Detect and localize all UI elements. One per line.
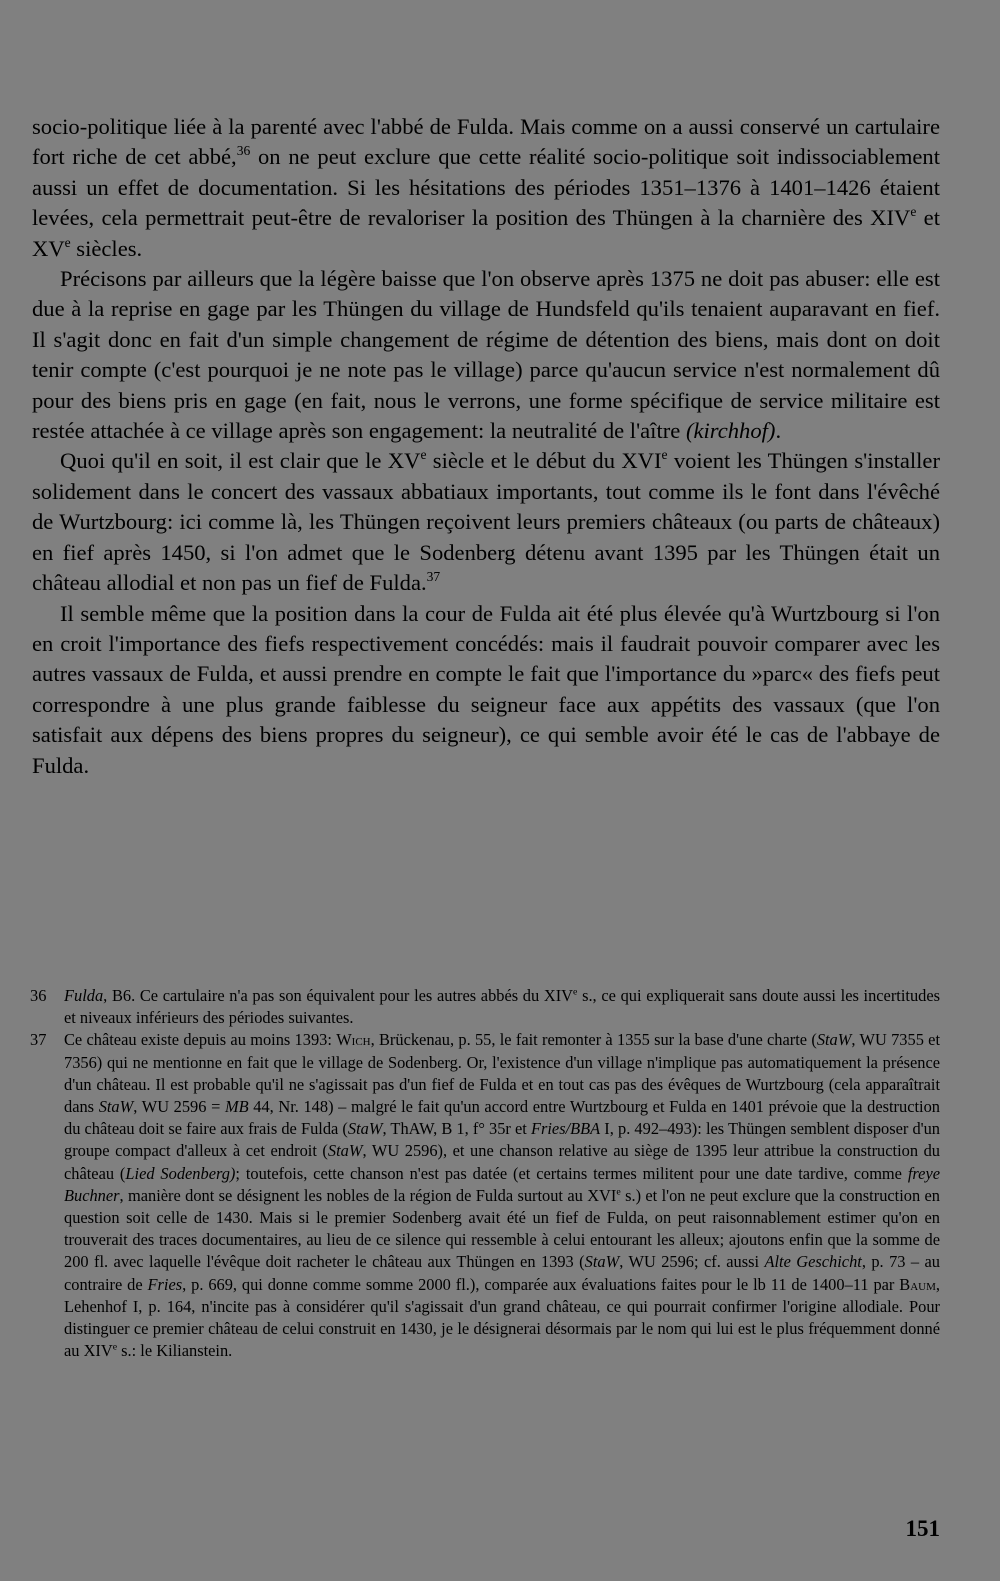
- italic-term: StaW: [347, 1119, 383, 1139]
- page-number: 151: [905, 1516, 940, 1541]
- author-name: Wich: [336, 1030, 371, 1050]
- superscript: e: [661, 447, 668, 463]
- text-run: voient les Thüngen s'installer solidement dans le concert des vassaux abbatiaux importants, tout comme ils le font dans l'évêché de Wurtzbourg: ici comme là, les Thüngen reçoivent leurs premiers châteaux (ou parts de châteaux) en fief après 1450, si l'on admet que le Sodenberg détenu avant 1395 par les Thüngen était un château allodial et non pas un fief de Fulda.: [32, 448, 940, 596]
- text-run: 44, Nr. 148) – malgré le fait qu'un accord entre Wurtzbourg et Fulda en 1401 prévoie que la destruction du château doit se faire aux frais de Fulda (: [64, 1097, 940, 1139]
- text-run: on ne peut exclure que cette réalité socio-politique soit indissociablement aussi un effet de documentation. Si les hésitations des périodes 1351–1376 à 1401–1426 étaient levées, cela permettrait peut-être de revaloriser la position des Thüngen à la charnière des XIV: [32, 144, 940, 231]
- footnote-number: 36: [30, 986, 47, 1005]
- text-run: Il semble même que la position dans la cour de Fulda ait été plus élevée qu'à Wurtzbourg si l'on en croit l'importance des fiefs respectivement concédés: mais il faudrait pouvoir comparer avec les autres vassaux de Fulda, et aussi prendre en compte le fait que l'importance du »parc« des fiefs peut correspondre à une plus grande faiblesse du seigneur face aux appétits des vassaux (que l'on satisfait aux dépens des biens propres du seigneur), ce qui semble avoir été le cas de l'abbaye de Fulda.: [32, 600, 940, 778]
- text-run: , Lehenhof I, p. 164, n'incite pas à considérer qu'il s'agissait d'un grand château, ce qui pourrait confirmer l'origine allodiale. Pour distinguer ce premier château de celui construit en 1430, je le désignerai désormais par le nom qui lui est le plus fréquemment donné au XIV: [64, 1274, 940, 1361]
- text-run: , p. 669, qui donne comme somme 2000 fl.), comparée aux évaluations faites pour le lb 11 de 1400–11 par: [182, 1274, 900, 1294]
- text-run: , B6. Ce cartulaire n'a pas son équivalent pour les autres abbés du XIV: [103, 986, 574, 1005]
- text-run: Précisons par ailleurs que la légère baisse que l'on observe après 1375 ne doit pas abuser: elle est due à la reprise en gage par les Thüngen du village de Hundsfeld qu'ils tenaient auparavant en fief. Il s'agit donc en fait d'un simple changement de régime de détention des biens, mais dont on doit tenir compte (c'est pourquoi je ne note pas le village) parce qu'aucun service n'est normalement dû pour des biens pris en gage (en fait, nous le verrons, une forme spécifique de service militaire est restée attachée à ce village après son engagement: la neutralité de l'aître: [32, 266, 940, 444]
- footnote-37: [30, 1029, 940, 1362]
- italic-term: freye Buchner: [64, 1163, 941, 1205]
- superscript: e: [573, 986, 578, 998]
- main-text: [32, 112, 940, 781]
- text-run: , ThAW, B 1, f° 35r et: [382, 1119, 531, 1139]
- text-run: socio-politique liée à la parenté avec l'abbé de Fulda. Mais comme on a aussi conservé un cartulaire fort riche de cet abbé,: [32, 114, 940, 170]
- footnote-text: [64, 985, 940, 1029]
- paragraph-2: [32, 264, 940, 446]
- italic-term: StaW: [584, 1252, 620, 1272]
- text-run: , WU 2596 =: [133, 1097, 225, 1117]
- text-run: s.: le Kilianstein.: [117, 1341, 233, 1361]
- superscript: e: [420, 447, 427, 463]
- text-run: siècles.: [70, 235, 143, 261]
- footnote-ref-37[interactable]: 37: [426, 569, 441, 585]
- italic-term: Fries: [147, 1274, 183, 1294]
- text-run: .: [775, 418, 782, 444]
- paragraph-4: [32, 599, 940, 781]
- footnotes: [30, 985, 940, 1362]
- footnote-36: [30, 985, 940, 1029]
- author-name: Baum: [899, 1274, 936, 1294]
- italic-term: Alte Geschicht: [764, 1252, 862, 1272]
- footnote-ref-36[interactable]: 36: [236, 143, 251, 159]
- text-run: , WU 2596; cf. aussi: [619, 1252, 765, 1272]
- text-run: ; toutefois, cette chanson n'est pas datée (et certains termes militent pour une date tardive, comme: [235, 1163, 908, 1183]
- superscript: e: [112, 1341, 118, 1353]
- superscript: e: [910, 204, 917, 220]
- footnote-number: 37: [30, 1030, 47, 1050]
- text-run: et XV: [32, 205, 940, 261]
- text-run: s.) et l'on ne peut exclure que la construction en question soit celle de 1430. Mais si le premier Sodenberg avait été un fief de Fulda, on peut raisonnablement estimer qu'on en trouverait des traces documentaires, au lieu de ce silence qui ressemble à celui entourant les alleux; ajoutons enfin que la somme de 200 fl. avec laquelle l'évêque doit racheter le château aux Thüngen en 1393 (: [64, 1185, 941, 1272]
- text-run: , Brückenau, p. 55, le fait remonter à 1355 sur la base d'une charte (: [370, 1030, 817, 1050]
- footnote-text: [64, 1029, 940, 1362]
- italic-term: Fulda: [64, 986, 104, 1005]
- italic-term: MB: [224, 1097, 249, 1117]
- text-run: , p. 73 – au contraire de: [64, 1252, 941, 1294]
- text-run: Quoi qu'il en soit, il est clair que le XV: [60, 448, 421, 474]
- text-run: siècle et le début du XVI: [426, 448, 662, 474]
- superscript: e: [64, 234, 71, 250]
- italic-term: Fries/BBA: [530, 1119, 601, 1139]
- text-run: , manière dont se désignent les nobles de la région de Fulda surtout au XVI: [119, 1185, 617, 1205]
- text-run: Ce château existe depuis au moins 1393:: [64, 1030, 337, 1050]
- italic-term: (kirchhof): [685, 418, 776, 444]
- paragraph-1: [32, 112, 940, 264]
- text-run: I, p. 492–493): les Thüngen semblent disposer d'un groupe compact d'alleux à cet endroit (: [64, 1119, 941, 1161]
- italic-term: StaW: [816, 1030, 852, 1050]
- italic-term: Lied Sodenberg): [125, 1163, 236, 1183]
- superscript: e: [616, 1186, 621, 1198]
- paragraph-3: [32, 446, 940, 598]
- italic-term: StaW: [98, 1097, 134, 1117]
- italic-term: StaW: [327, 1141, 363, 1161]
- text-run: s., ce qui expliquerait sans doute aussi les incertitudes et niveaux inférieurs des périodes suivantes.: [64, 986, 940, 1028]
- text-run: , WU 7355 et 7356) qui ne mentionne en fait que le village de Sodenberg. Or, l'existence d'un village n'implique pas automatiquement la présence d'un château. Il est probable qu'il ne s'agissait pas d'un fief de Fulda et en tout cas pas des évêques de Wurtzbourg (cela apparaîtrait dans: [64, 1030, 941, 1117]
- text-run: , WU 2596), et une chanson relative au siège de 1395 leur attribue la construction du château (: [64, 1141, 940, 1183]
